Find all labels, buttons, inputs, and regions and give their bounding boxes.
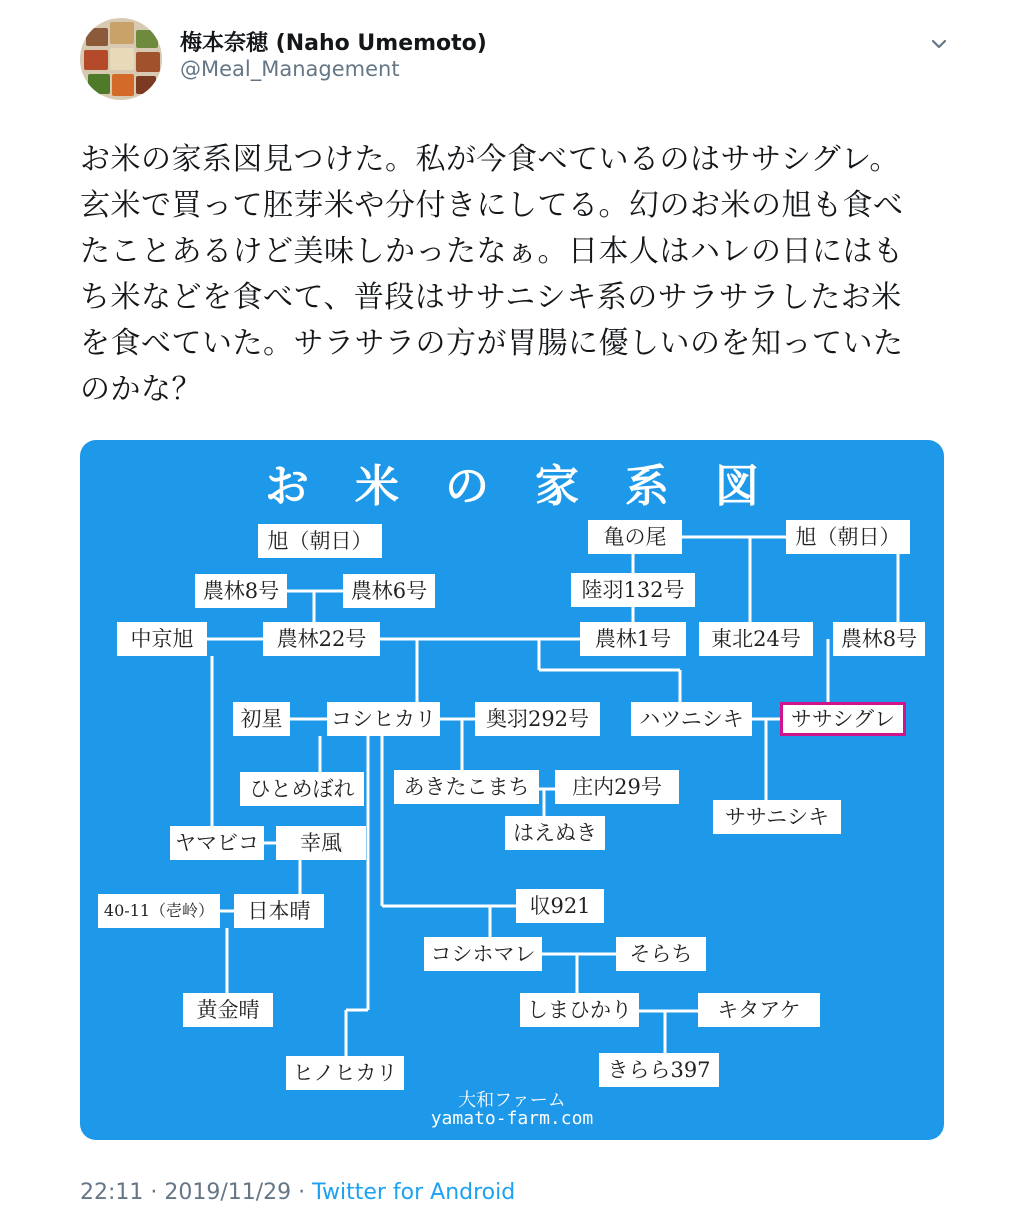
- variety-akitakomachi: あきたこまち: [394, 770, 539, 804]
- variety-kitaake: キタアケ: [698, 993, 820, 1027]
- variety-nihonbare: 日本晴: [234, 894, 324, 928]
- variety-tohoku24: 東北24号: [699, 622, 813, 656]
- variety-haenuki: はえぬき: [505, 816, 605, 850]
- variety-kamenoo: 亀の尾: [588, 520, 682, 554]
- variety-hinohikari: ヒノヒカリ: [286, 1056, 404, 1090]
- variety-rikuu132: 陸羽132号: [571, 573, 695, 607]
- avatar-food-cell: [136, 76, 156, 94]
- variety-norin8-right: 農林8号: [833, 622, 925, 656]
- avatar-food-cell: [136, 52, 160, 72]
- tweet-source[interactable]: Twitter for Android: [312, 1180, 516, 1205]
- variety-norin8-left: 農林8号: [195, 574, 287, 608]
- variety-hitomebore: ひとめぼれ: [240, 772, 364, 806]
- variety-norin1: 農林1号: [580, 622, 686, 656]
- variety-yamabiko: ヤマビコ: [170, 826, 264, 860]
- diagram-credit: [80, 1092, 944, 1128]
- variety-sasanishiki: ササニシキ: [713, 800, 841, 834]
- variety-40-11: 40-11（壱岭）: [98, 894, 220, 928]
- avatar-food-cell: [112, 74, 134, 96]
- variety-norin6: 農林6号: [343, 574, 435, 608]
- variety-koshihikari: コシヒカリ: [327, 702, 440, 736]
- user-handle[interactable]: @Meal_Management: [180, 57, 400, 81]
- avatar-food-cell: [110, 22, 134, 44]
- variety-shonai29: 庄内29号: [555, 770, 679, 804]
- chevron-down-icon[interactable]: [925, 30, 953, 58]
- variety-sasashigure: ササシグレ: [780, 702, 906, 736]
- variety-sorachi: そらち: [616, 937, 706, 971]
- diagram-title: お米の家系図: [265, 461, 805, 512]
- avatar-food-cell: [86, 28, 108, 46]
- avatar-food-cell: [84, 50, 108, 70]
- avatar[interactable]: [80, 18, 162, 100]
- credit-name: 大和ファーム: [458, 1090, 566, 1111]
- variety-hatsunishiki: ハツニシキ: [631, 702, 752, 736]
- variety-asahi-right: 旭（朝日）: [786, 520, 910, 554]
- variety-kofu: 幸風: [276, 826, 366, 860]
- variety-ou292: 奥羽292号: [475, 702, 600, 736]
- variety-chukyo-asahi: 中京旭: [117, 622, 207, 656]
- variety-hatsuboshi: 初星: [233, 702, 290, 736]
- credit-url: yamato-farm.com: [430, 1108, 594, 1129]
- variety-koganebare: 黄金晴: [183, 993, 273, 1027]
- avatar-food-cell: [136, 30, 158, 48]
- avatar-food-cell: [110, 48, 134, 70]
- tweet-media-image[interactable]: [80, 440, 944, 1140]
- tweet-text: お米の家系図見つけた。私が今食べているのはササシグレ。 玄米で買って胚芽米や分付きにしてる。幻のお米の旭も食べ たことあるけど美味しかったなぁ。日本人はハレの日にはも ち米などを食べて、普段はササニシキ系のサラサラしたお米 を食べていた。サラサラの方が胃腸に優しいのを知っていた のかな？: [80, 142, 904, 407]
- variety-kirara397: きらら397: [599, 1053, 719, 1087]
- tweet-timestamp[interactable]: 22:11 · 2019/11/29 ·: [80, 1180, 313, 1205]
- variety-asahi-left: 旭（朝日）: [258, 524, 382, 558]
- variety-shu921: 収921: [516, 889, 604, 923]
- variety-koshihomare: コシホマレ: [424, 937, 542, 971]
- avatar-food-cell: [88, 74, 110, 94]
- display-name[interactable]: 梅本奈穂 (Naho Umemoto): [180, 31, 487, 56]
- variety-norin22: 農林22号: [263, 622, 380, 656]
- variety-shimahikari: しまひかり: [520, 993, 639, 1027]
- tweet-meta: [80, 1180, 515, 1205]
